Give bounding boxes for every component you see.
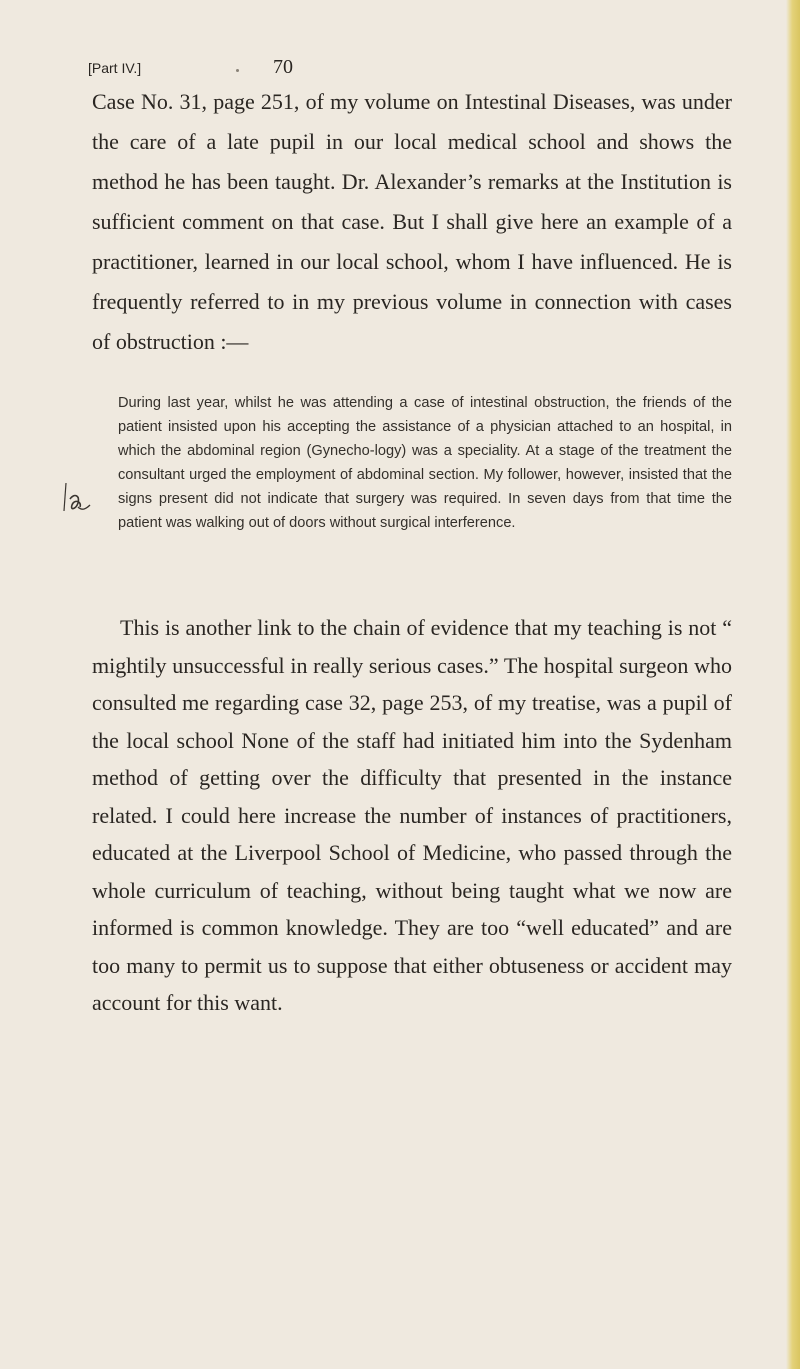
ink-speck (236, 69, 239, 72)
page-edge (786, 0, 800, 1369)
part-label: [Part IV.] (88, 60, 142, 76)
paragraph-evidence: This is another link to the chain of evidence that my teaching is not “ mightily unsuccessful in really serious cases.” The hospital surgeon who consulted me regarding case 32, page 253, of my treatise, was a pupil of the local school None of the staff had initiated him into the Sydenham method of getting over the difficulty that presented in the instance related. I could here increase the number of instances of practitioners, educated at the Liverpool School of Medicine, who passed through the whole curriculum of teaching, without being taught what we now are informed is common knowledge. They are too “well educated” and are too many to permit us to suppose that either obtuseness or accident may account for this want. (92, 615, 732, 1015)
page-number: 70 (273, 56, 293, 78)
handwritten-margin-mark (58, 481, 94, 521)
quoted-extract: During last year, whilst he was attending a case of intestinal obstruction, the friends of the patient insisted upon his accepting the assistance of a physician attached to an hospital, in which the abdominal region (Gynecho-logy) was a speciality. At a stage of the treatment the consultant urged the employment of abdominal section. My follower, however, insisted that the signs present did not indicate that surgery was required. In seven days from that time the patient was walking out of doors without surgical interference. (118, 395, 732, 531)
paragraph-case-31: Case No. 31, page 251, of my volume on Intestinal Diseases, was under the care of a late pupil in our local medical school and shows the method he has been taught. Dr. Alexander’s remarks at the Institution is sufficient comment on that case. But I shall give here an example of a practitioner, learned in our local school, whom I have influenced. He is frequently referred to in my previous volume in connection with cases of obstruction :— (92, 89, 732, 354)
running-head (88, 56, 728, 84)
